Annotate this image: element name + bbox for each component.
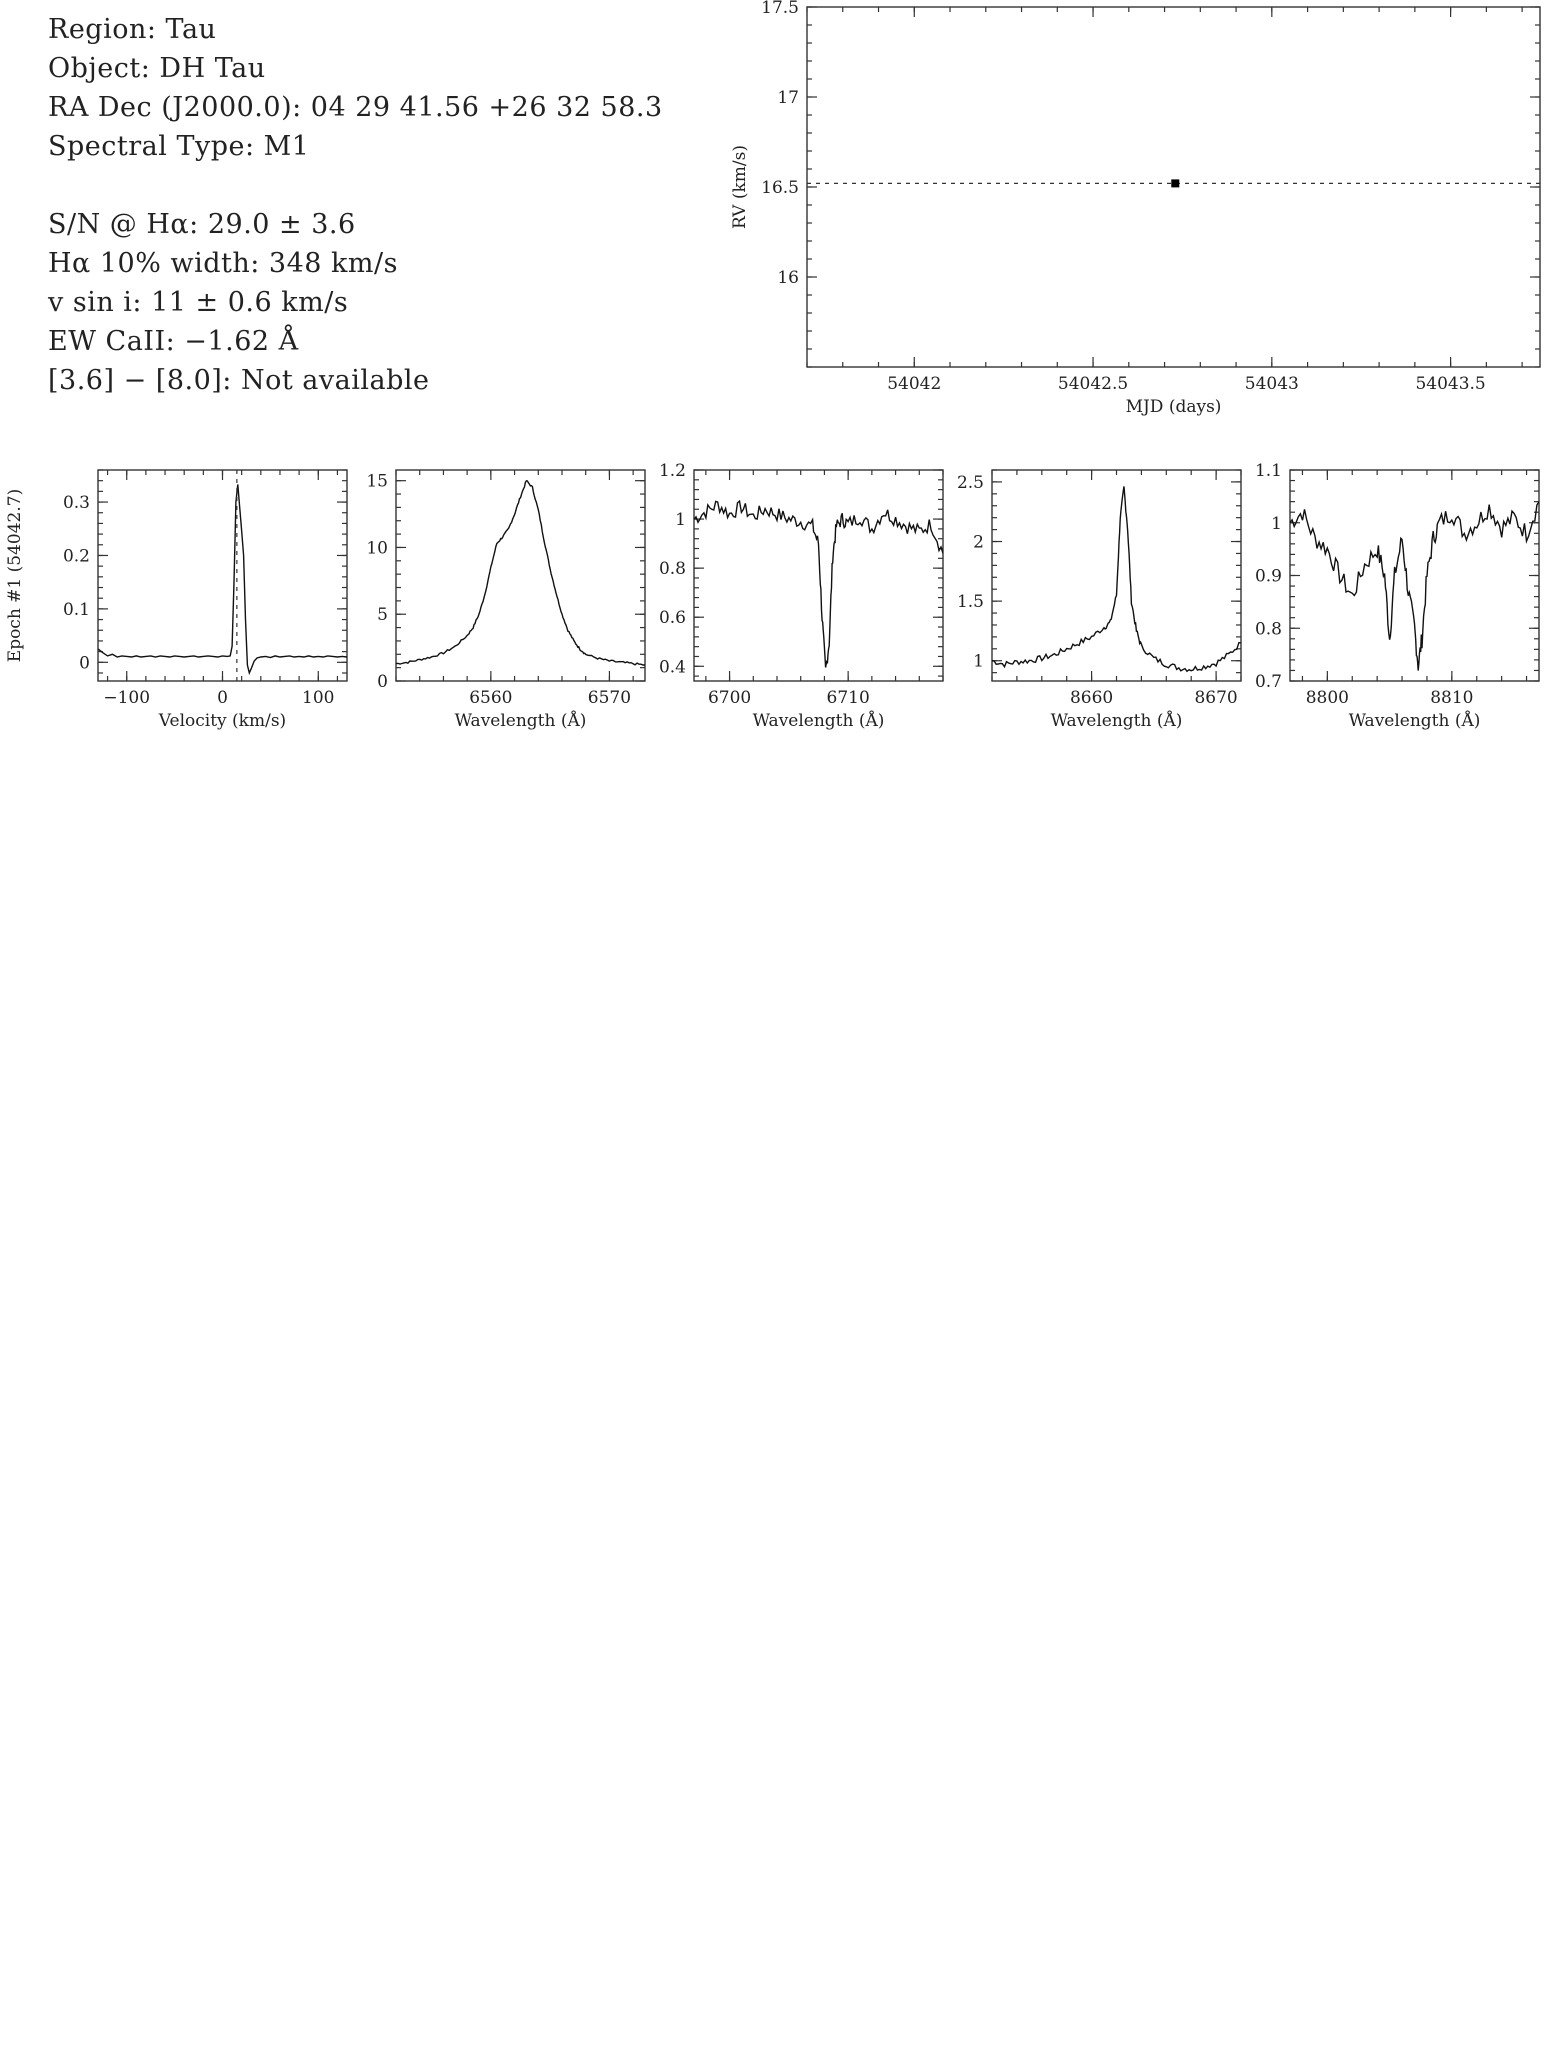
y-tick-label: 2.5 [956,472,984,493]
y-tick-label: 0.2 [62,546,90,567]
x-axis-label: MJD (days) [1125,397,1222,417]
y-axis-label: RV (km/s) [730,144,750,230]
chart-ccf [5,470,347,731]
y-tick-label: 2 [973,532,984,553]
plot-area-rv [807,179,1540,187]
x-axis-label: Wavelength (Å) [752,711,885,731]
spectrum-line-caii [992,486,1241,671]
spectral-type-text: Spectral Type: M1 [48,131,310,162]
x-tick-label: 6570 [587,688,632,708]
x-axis-label: Wavelength (Å) [1348,711,1481,731]
chart-li [659,461,943,731]
halpha-width-text: Hα 10% width: 348 km/s [48,248,398,279]
x-tick-label: 54043.5 [1415,374,1486,394]
plot-frame-caii8807 [1290,470,1539,681]
y-tick-label: 0 [377,672,388,692]
figure-canvas [0,0,1547,760]
x-tick-label: 54042 [887,374,942,394]
y-tick-label: 15 [366,471,388,492]
x-axis-label: Velocity (km/s) [158,711,287,731]
plot-frame-caii [992,470,1241,681]
y-tick-label: 0.7 [1254,672,1282,692]
irac-color-text: [3.6] − [8.0]: Not available [48,365,430,396]
x-tick-label: 54043 [1244,374,1299,394]
radec-text: RA Dec (J2000.0): 04 29 41.56 +26 32 58.3 [48,92,663,123]
x-tick-label: 6710 [826,688,870,708]
vsini-text: v sin i: 11 ± 0.6 km/s [48,287,349,318]
x-tick-label: −100 [103,688,151,708]
x-tick-label: 8810 [1430,688,1474,708]
y-tick-label: 0.6 [658,608,686,629]
plot-area-ccf [98,470,347,681]
x-tick-label: 100 [302,688,335,708]
rv-data-point [1171,179,1179,187]
sn-text: S/N @ Hα: 29.0 ± 3.6 [48,209,356,240]
y-tick-label: 0.9 [1254,566,1282,587]
x-tick-label: 0 [217,688,228,708]
plot-area-halpha [396,481,645,665]
y-tick-label: 1.2 [658,461,686,481]
y-tick-label: 0.3 [62,493,90,514]
plot-frame-li [694,470,943,681]
y-tick-label: 0.4 [658,657,686,678]
chart-caii [957,470,1241,731]
x-tick-label: 8670 [1194,688,1238,708]
y-tick-label: 1 [1271,513,1282,534]
y-tick-label: 1 [973,651,984,672]
chart-halpha [366,470,645,731]
y-tick-label: 10 [366,538,388,559]
plot-area-caii8807 [1290,502,1539,671]
ew-caii-text: EW CaII: −1.62 Å [48,326,299,357]
y-tick-label: 17.5 [761,0,799,18]
y-tick-label: 1.5 [956,592,984,613]
spectrum-line-halpha [396,481,645,665]
x-axis-label: Wavelength (Å) [1050,711,1183,731]
chart-caii8807 [1255,461,1539,731]
y-axis-label: Epoch #1 (54042.7) [5,488,25,663]
y-tick-label: 16 [777,268,799,288]
x-axis-label: Wavelength (Å) [454,711,587,731]
chart-rv [730,0,1540,417]
x-tick-label: 8800 [1305,688,1349,708]
y-tick-label: 0.1 [62,599,90,620]
x-tick-label: 8660 [1069,688,1114,708]
x-tick-label: 54042.5 [1057,374,1129,394]
y-tick-label: 0 [79,653,90,674]
plot-frame-ccf [98,470,347,681]
y-tick-label: 17 [777,88,799,108]
plot-frame-halpha [396,470,645,681]
x-tick-label: 6700 [707,688,752,708]
y-tick-label: 0.8 [1254,619,1282,640]
region-text: Region: Tau [48,14,217,45]
y-tick-label: 1 [675,510,686,531]
spectrum-line-caii8807 [1290,502,1539,671]
object-text: Object: DH Tau [48,53,266,84]
plot-area-caii [992,486,1241,671]
spectrum-line-li [694,501,943,667]
y-tick-label: 0.8 [658,559,686,580]
plot-area-li [694,501,943,667]
y-tick-label: 5 [377,605,388,626]
x-tick-label: 6560 [469,688,513,708]
spectrum-line-ccf [98,484,347,673]
y-tick-label: 1.1 [1254,461,1282,481]
y-tick-label: 16.5 [761,178,799,198]
